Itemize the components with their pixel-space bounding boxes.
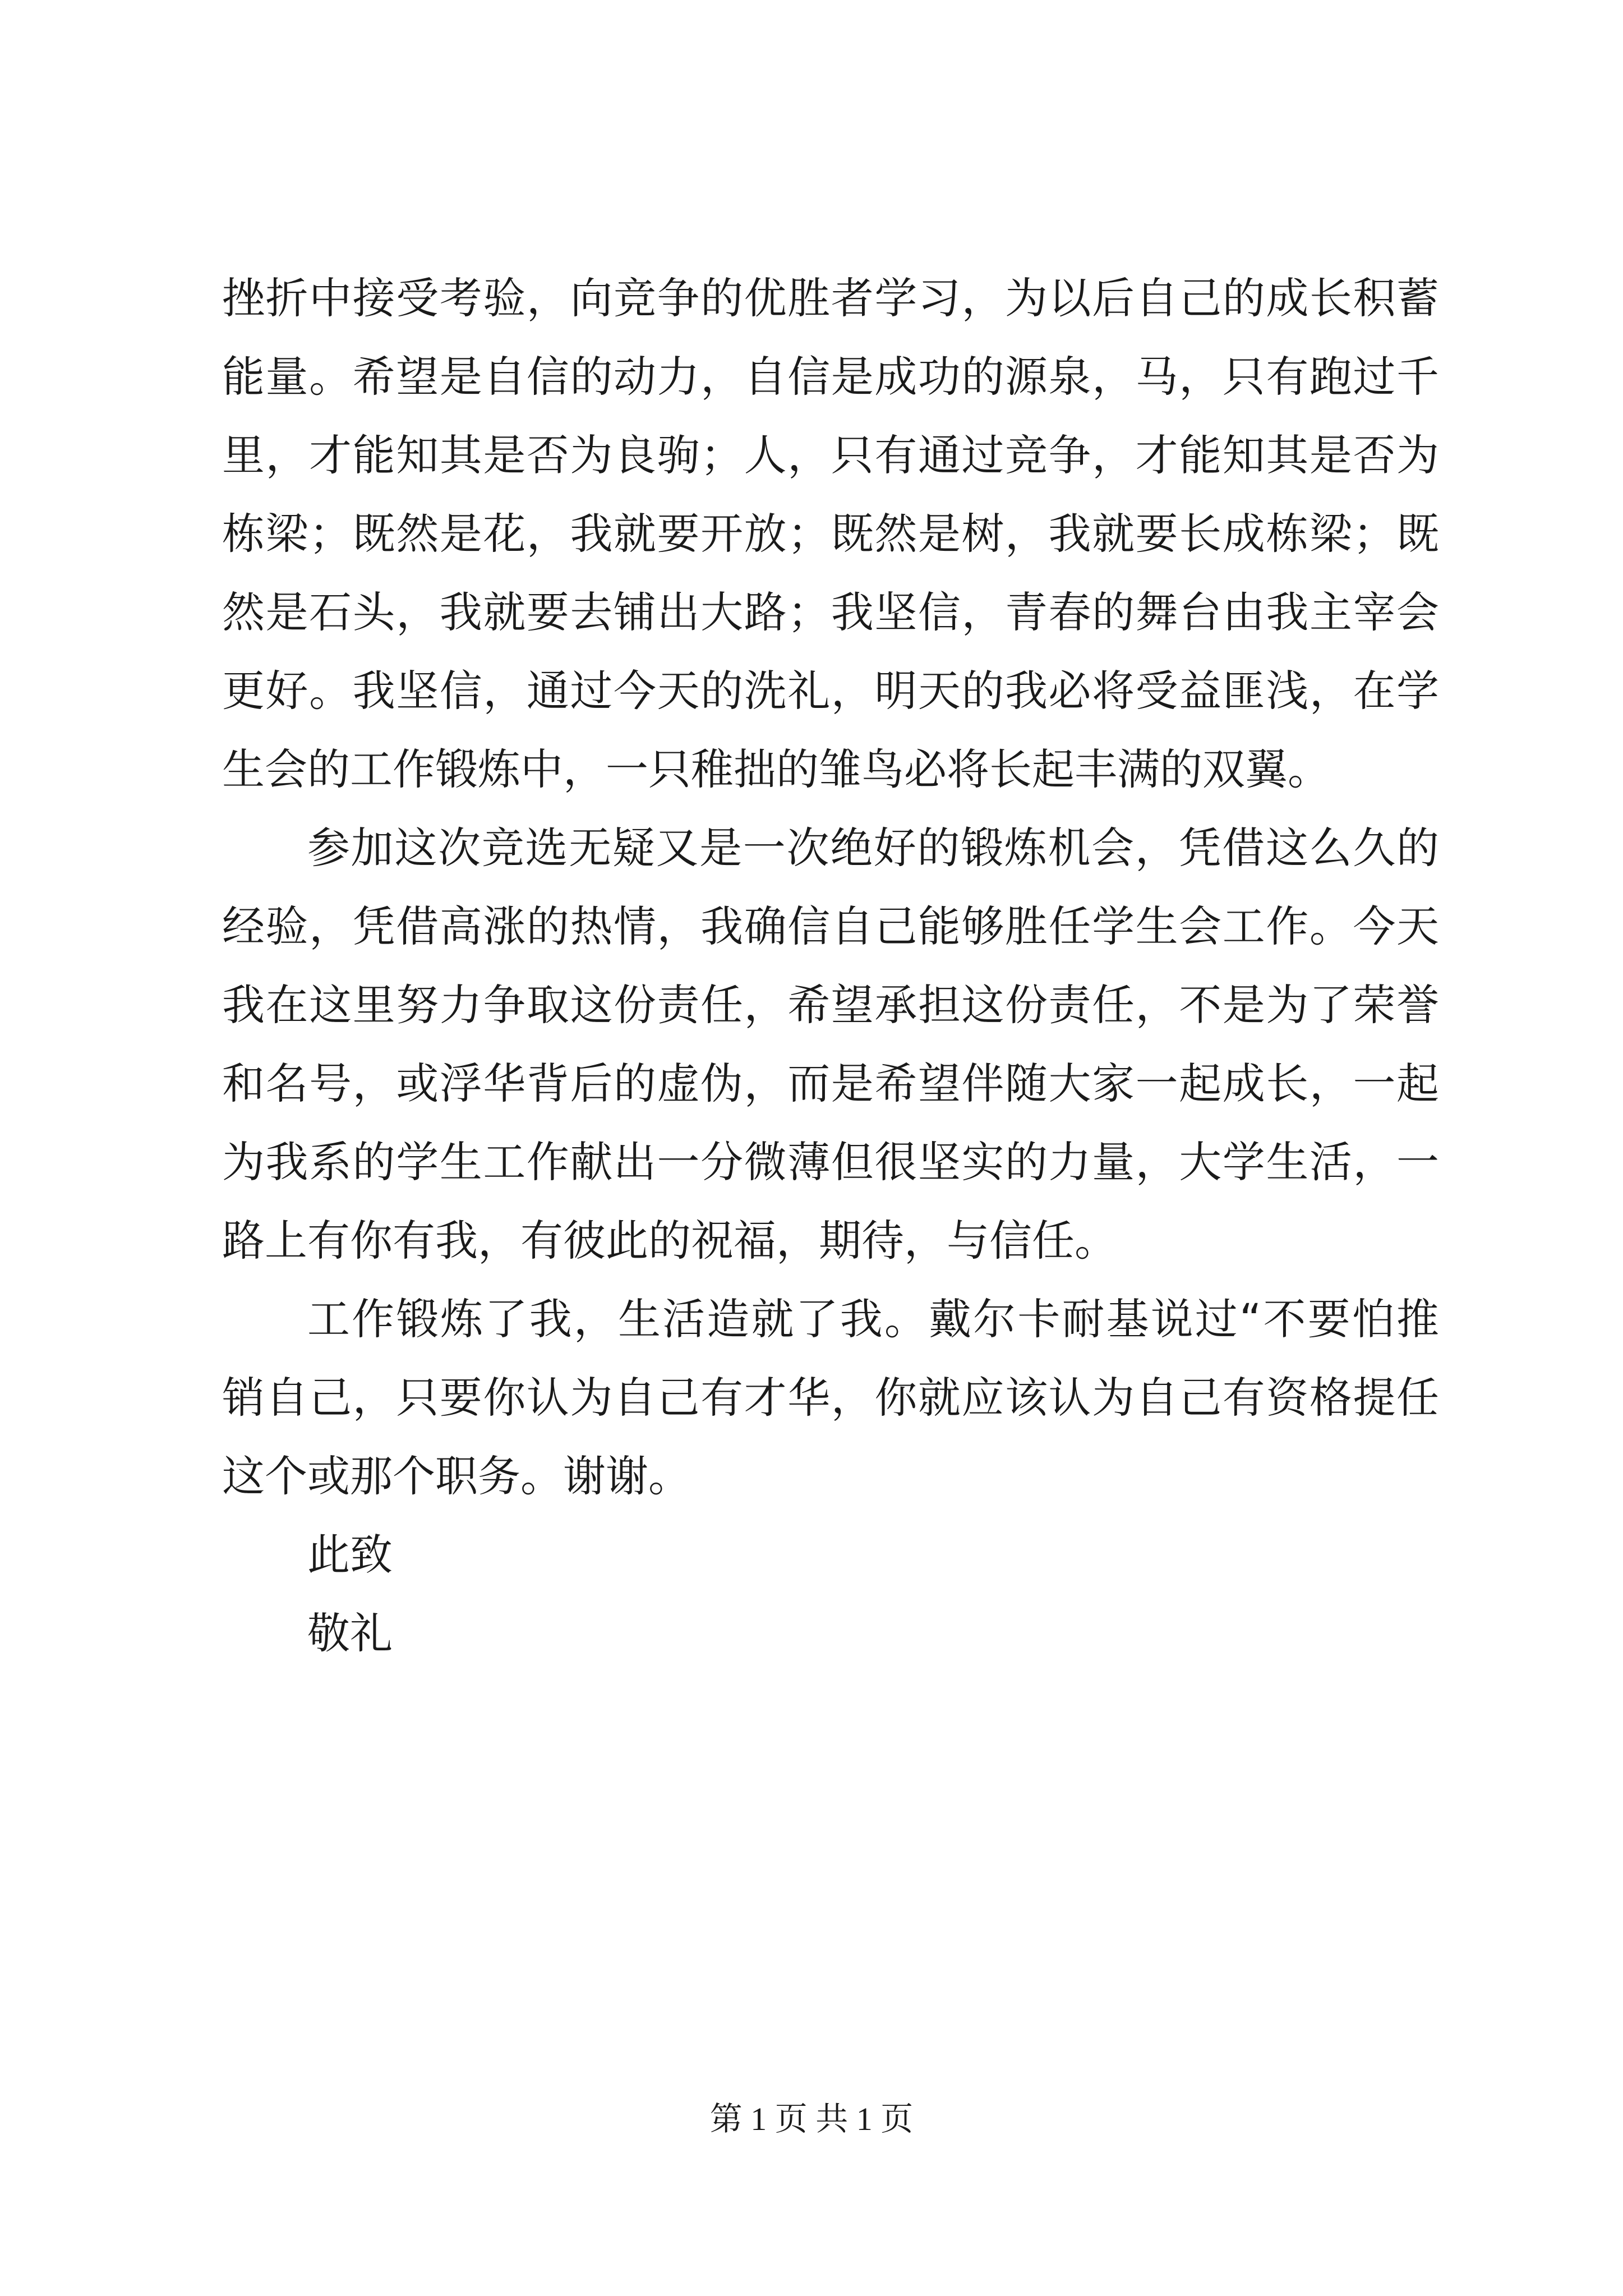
paragraph-2-line-5: 为我系的学生工作献出一分微薄但很坚实的力量，大学生活，一 [222,1137,1439,1187]
paragraph-1-line-5: 然是石头，我就要去铺出大路；我坚信，青春的舞台由我主宰会 [222,587,1439,637]
paragraph-1-line-3: 里，才能知其是否为良驹；人，只有通过竞争，才能知其是否为 [222,430,1439,480]
page-number-footer: 第 1 页 共 1 页 [709,2101,914,2137]
closing-line-2: 敬礼 [307,1608,393,1658]
paragraph-1-line-6: 更好。我坚信，通过今天的洗礼，明天的我必将受益匪浅，在学 [222,666,1439,716]
paragraph-2-line-3: 我在这里努力争取这份责任，希望承担这份责任，不是为了荣誉 [222,980,1439,1030]
paragraph-2-line-4: 和名号，或浮华背后的虚伪，而是希望伴随大家一起成长，一起 [222,1059,1439,1108]
paragraph-1-line-7: 生会的工作锻炼中，一只稚拙的雏鸟必将长起丰满的双翼。 [222,744,1330,794]
paragraph-1-line-1: 挫折中接受考验，向竞争的优胜者学习，为以后自己的成长积蓄 [222,273,1439,323]
document-body [222,259,1439,1673]
paragraph-2-line-1: 参加这次竞选无疑又是一次绝好的锻炼机会，凭借这么久的 [307,823,1439,873]
paragraph-3-line-2: 销自己，只要你认为自己有才华，你就应该认为自己有资格提任 [222,1373,1439,1423]
paragraph-1-line-4: 栋梁；既然是花，我就要开放；既然是树，我就要长成栋梁；既 [222,509,1439,559]
paragraph-2-line-6: 路上有你有我，有彼此的祝福，期待，与信任。 [222,1216,1117,1266]
closing-line-1: 此致 [307,1530,393,1580]
paragraph-3-line-1: 工作锻炼了我，生活造就了我。戴尔卡耐基说过“不要怕推 [307,1294,1439,1344]
paragraph-2-line-2: 经验，凭借高涨的热情，我确信自己能够胜任学生会工作。今天 [222,901,1439,951]
paragraph-1-line-2: 能量。希望是自信的动力，自信是成功的源泉，马，只有跑过千 [222,352,1439,402]
paragraph-3-line-3: 这个或那个职务。谢谢。 [222,1451,691,1501]
